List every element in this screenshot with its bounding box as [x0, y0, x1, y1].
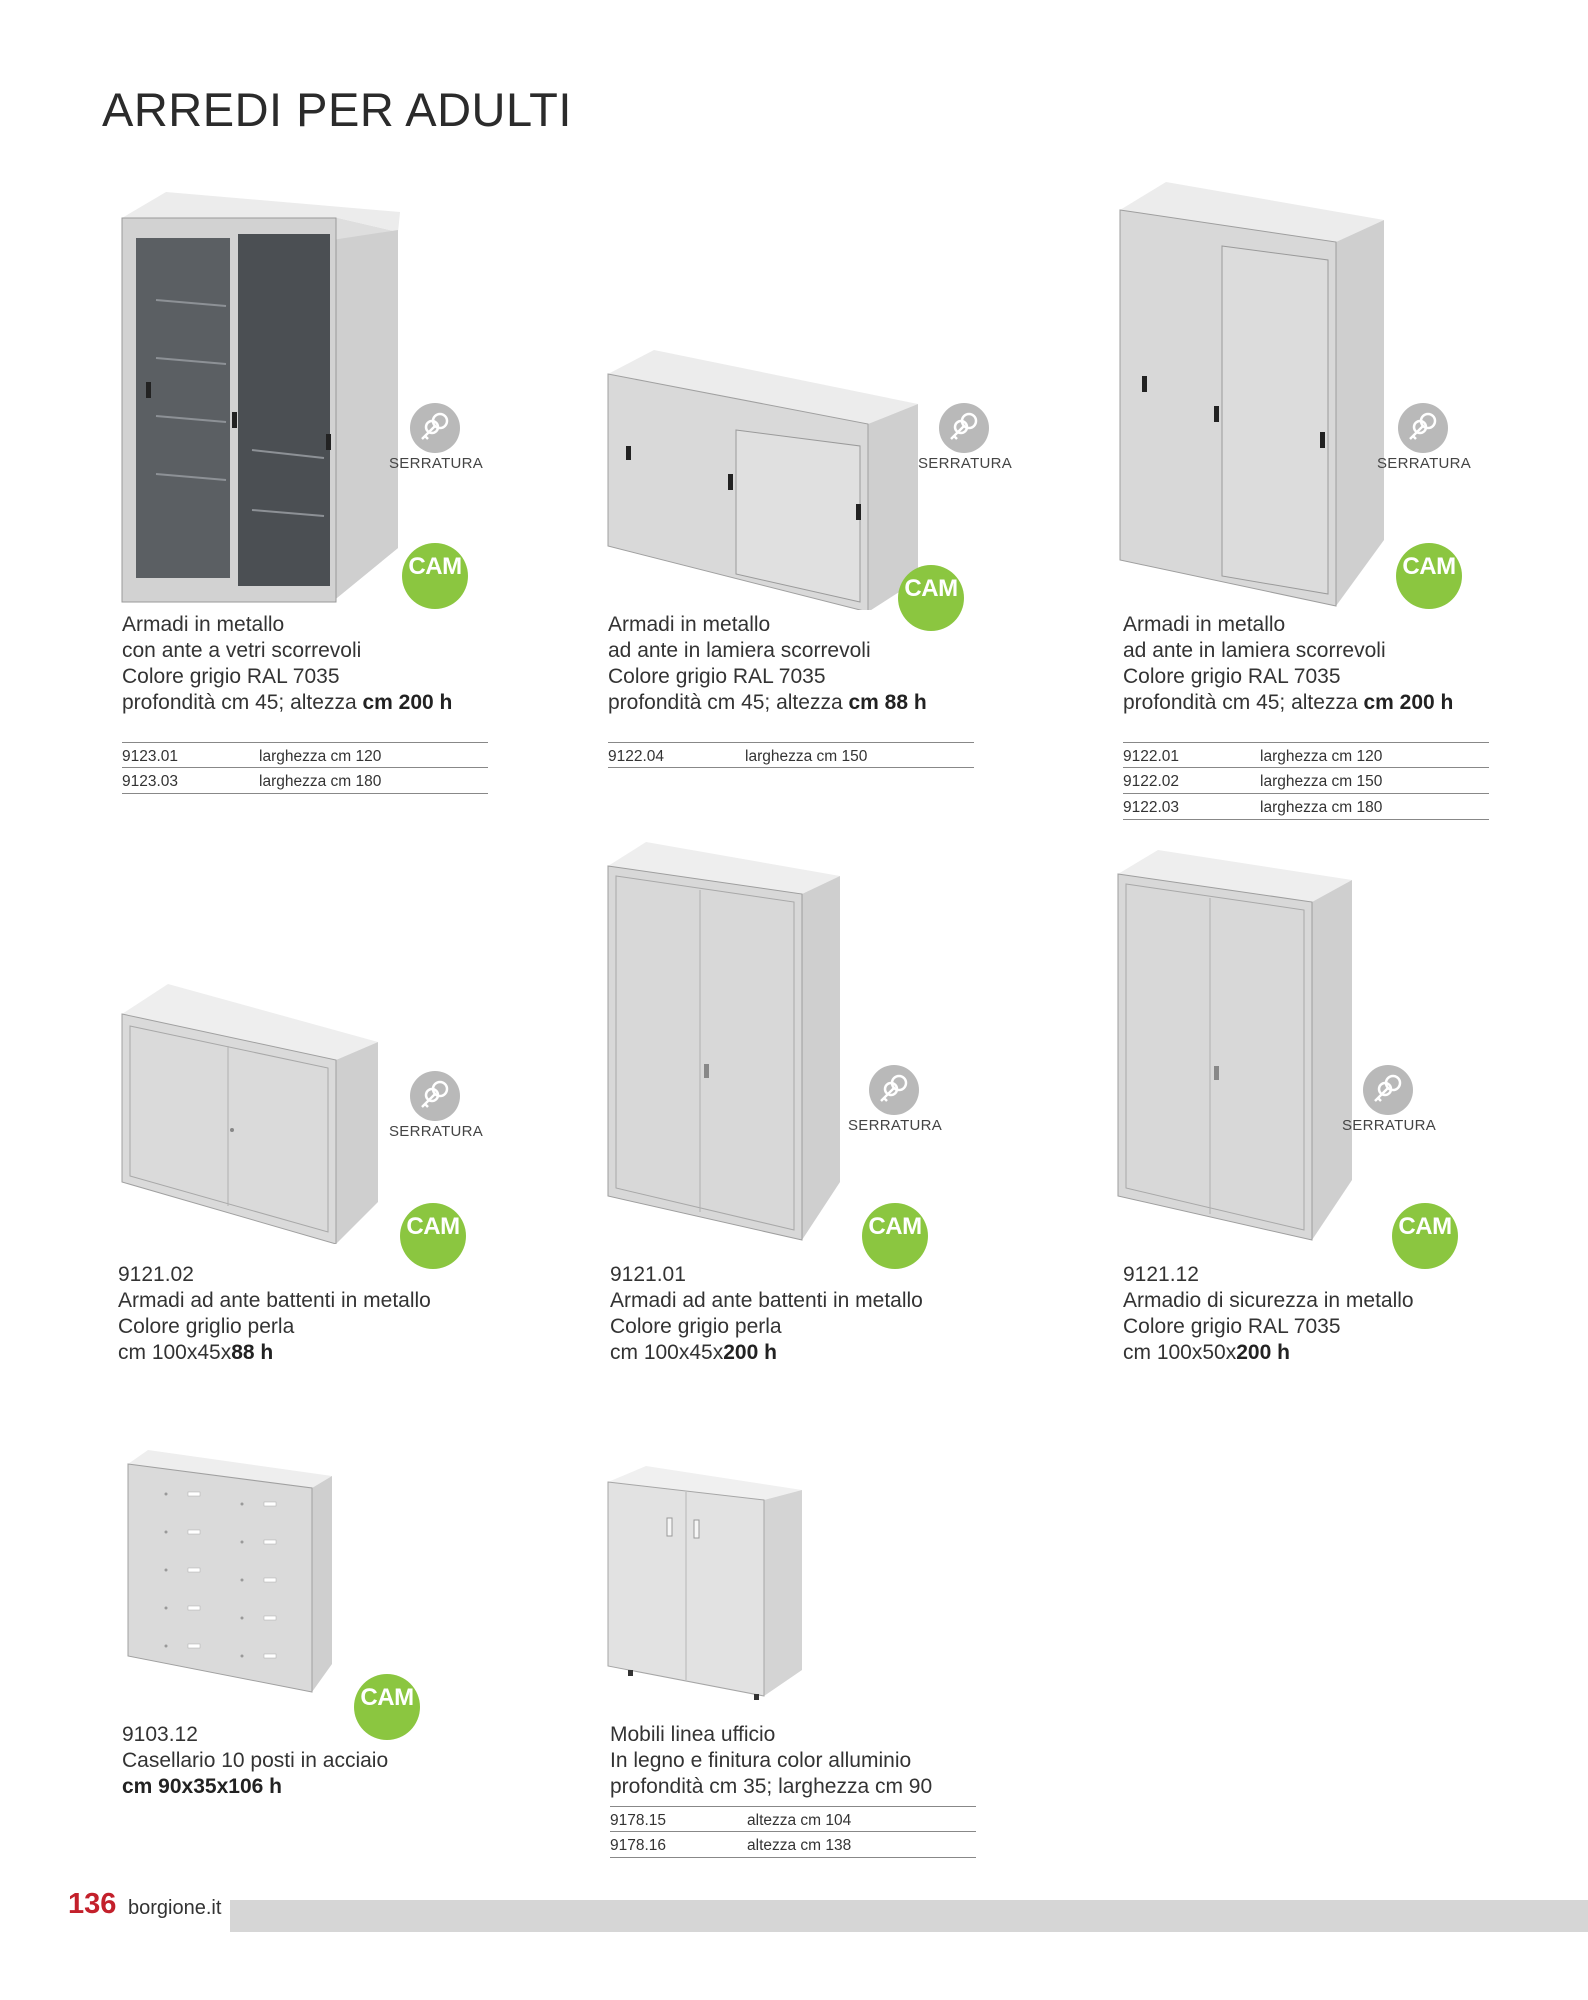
lock-badge: SERRATURA [1342, 1065, 1434, 1134]
product-description: Armadi in metallo ad ante in lamiera scorrevoli Colore grigio RAL 7035 profondità cm 45; altezza cm 88 h [608, 613, 927, 714]
cam-badge: CAM [898, 565, 964, 631]
site-link[interactable]: borgione.it [128, 1897, 222, 1919]
keys-icon [869, 1065, 919, 1115]
lock-badge: SERRATURA [389, 1071, 481, 1140]
code-table [610, 1806, 976, 1858]
lock-badge: SERRATURA [918, 403, 1010, 472]
product-description: Mobili linea ufficio In legno e finitura color alluminio profondità cm 35; larghezza cm 90 [610, 1723, 933, 1798]
table-row: 9178.16 altezza cm 138 [610, 1832, 976, 1858]
table-row: 9123.03 larghezza cm 180 [122, 768, 488, 794]
page-number: 136 [68, 1888, 117, 1920]
code-table [122, 742, 488, 794]
cam-badge: CAM [1392, 1203, 1458, 1269]
cam-badge: CAM [402, 543, 468, 609]
product-description: 9121.01 Armadi ad ante battenti in metallo Colore grigio perla cm 100x45x200 h [610, 1263, 923, 1364]
product-image-tall-hinged-cabinet [606, 842, 846, 1242]
table-row: 9178.15 altezza cm 104 [610, 1806, 976, 1832]
keys-icon [1363, 1065, 1413, 1115]
page-title: ARREDI PER ADULTI [102, 83, 572, 136]
product-description: 9103.12 Casellario 10 posti in acciaio cm 90x35x106 h [122, 1723, 389, 1798]
table-row: 9122.04 larghezza cm 150 [608, 742, 974, 768]
product-description: 9121.02 Armadi ad ante battenti in metallo Colore griglio perla cm 100x45x88 h [118, 1263, 431, 1364]
table-row: 9122.02 larghezza cm 150 [1123, 768, 1489, 794]
keys-icon [1398, 403, 1448, 453]
cam-badge: CAM [862, 1203, 928, 1269]
table-row: 9123.01 larghezza cm 120 [122, 742, 488, 768]
lock-badge: SERRATURA [1377, 403, 1469, 472]
lock-badge: SERRATURA [848, 1065, 940, 1134]
code-table [1123, 742, 1489, 820]
lock-badge: SERRATURA [389, 403, 481, 472]
table-row: 9122.01 larghezza cm 120 [1123, 742, 1489, 768]
product-image-office-cabinet [606, 1466, 806, 1706]
product-image-glass-sliding-cabinet [118, 190, 408, 610]
product-description: Armadi in metallo con ante a vetri scorrevoli Colore grigio RAL 7035 profondità cm 45; altezza cm 200 h [122, 613, 453, 714]
cam-badge: CAM [400, 1203, 466, 1269]
keys-icon [939, 403, 989, 453]
cam-badge: CAM [354, 1674, 420, 1740]
table-row: 9122.03 larghezza cm 180 [1123, 794, 1489, 820]
code-table [608, 742, 974, 768]
product-image-low-sliding-cabinet [606, 350, 926, 610]
product-description: 9121.12 Armadio di sicurezza in metallo Colore grigio RAL 7035 cm 100x50x200 h [1123, 1263, 1414, 1364]
product-description: Armadi in metallo ad ante in lamiera scorrevoli Colore grigio RAL 7035 profondità cm 45; altezza cm 200 h [1123, 613, 1454, 714]
keys-icon [410, 403, 460, 453]
keys-icon [410, 1071, 460, 1121]
product-image-security-cabinet [1116, 850, 1356, 1242]
cam-badge: CAM [1396, 543, 1462, 609]
product-image-low-hinged-cabinet [120, 982, 380, 1244]
footer-bar [230, 1900, 1588, 1932]
product-image-mailbox-locker [126, 1450, 336, 1695]
product-image-tall-sliding-cabinet [1118, 180, 1388, 610]
